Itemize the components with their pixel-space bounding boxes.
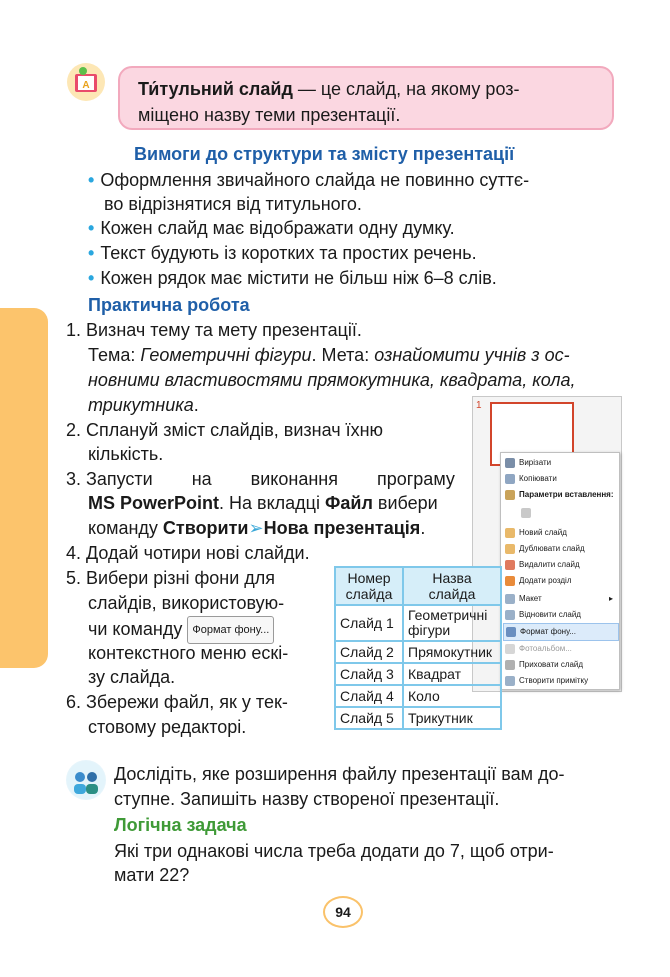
step-1-theme: Тема: Геометричні фігури. Мета: ознайомити учнів з ос- <box>88 345 570 365</box>
table-row: Слайд 4 Коло <box>335 685 501 707</box>
step-5-cont: слайдів, використовую- <box>88 593 285 613</box>
step-3: 3. Запусти на виконання програму <box>66 469 455 489</box>
table-header: Номер слайда <box>335 567 403 605</box>
definition-box <box>118 66 614 130</box>
step-1-goal-end: трикутника. <box>88 395 199 415</box>
practice-heading: Практична робота <box>88 295 250 315</box>
menu-item-reset-slide[interactable]: Відновити слайд <box>503 607 617 623</box>
menu-paste-options-label: Параметри вставлення: <box>503 487 617 503</box>
step-5-cont-2: контекстного меню ескі- <box>88 643 289 663</box>
requirement-item: • Кожен слайд має відображати одну думку. <box>88 218 455 238</box>
research-text-2: ступне. Запишіть назву створеної презентації. <box>114 789 500 809</box>
slide-number: 1 <box>476 400 482 411</box>
logic-text: Які три однакові числа треба додати до 7, щоб отри- <box>114 841 554 861</box>
step-6-cont: стовому редакторі. <box>88 717 247 737</box>
research-text: Дослідіть, яке розширення файлу презентації вам до- <box>114 764 565 784</box>
book-icon <box>66 62 106 102</box>
definition-term: Ти́тульний слайд <box>138 79 293 99</box>
table-header: Назва слайда <box>403 567 501 605</box>
menu-item-new-comment[interactable]: Створити примітку <box>503 673 617 689</box>
logic-heading: Логічна задача <box>114 815 247 835</box>
side-tab <box>0 308 48 668</box>
step-3-cmd: команду Створити➢Нова презентація. <box>88 518 426 538</box>
step-5: 5. Вибери різні фони для <box>66 568 276 588</box>
format-background-button[interactable]: Формат фону... <box>187 616 274 644</box>
menu-item-hide-slide[interactable]: Приховати слайд <box>503 657 617 673</box>
step-5-cmd: чи команду Формат фону... <box>88 616 274 644</box>
menu-item-format-background[interactable]: Формат фону... <box>503 623 619 641</box>
step-4: 4. Додай чотири нові слайди. <box>66 543 310 563</box>
menu-item-copy[interactable]: Копіювати <box>503 471 617 487</box>
menu-item-layout[interactable]: Макет ▸ <box>503 591 617 607</box>
requirement-item: • Текст будують із коротких та простих речень. <box>88 243 477 263</box>
step-1: 1. Визнач тему та мету презентації. <box>66 320 362 340</box>
students-icon <box>66 760 106 800</box>
slides-table <box>334 566 502 730</box>
menu-paste-icon[interactable] <box>503 505 617 521</box>
requirements-heading: Вимоги до структури та змісту презентації <box>134 144 515 164</box>
requirement-item: • Оформлення звичайного слайда не повинно суттє- <box>88 170 530 190</box>
definition-text-2: міщено назву теми презентації. <box>138 105 401 125</box>
step-3-cont: MS PowerPoint. На вкладці Файл вибери <box>88 493 438 513</box>
menu-item-photo-album[interactable]: Фотоальбом... <box>503 641 617 657</box>
table-row: Слайд 3 Квадрат <box>335 663 501 685</box>
step-1-goal: новними властивостями прямокутника, квадрата, кола, <box>88 370 576 390</box>
context-menu <box>500 452 620 690</box>
definition-text: — це слайд, на якому роз- <box>292 79 520 99</box>
page-number: 94 <box>323 896 363 928</box>
requirement-item-cont: во відрізнятися від титульного. <box>104 194 362 214</box>
requirement-item: • Кожен рядок має містити не більш ніж 6–8 слів. <box>88 268 497 288</box>
step-5-cont-3: зу слайда. <box>88 667 176 687</box>
table-row: Слайд 2 Прямокутник <box>335 641 501 663</box>
step-2-cont: кількість. <box>88 444 164 464</box>
menu-item-cut[interactable]: Вирізати <box>503 455 617 471</box>
step-6: 6. Збережи файл, як у тек- <box>66 692 288 712</box>
table-row: Слайд 5 Трикутник <box>335 707 501 729</box>
menu-item-delete-slide[interactable]: Видалити слайд <box>503 557 617 573</box>
step-2: 2. Сплануй зміст слайдів, визнач їхню <box>66 420 384 440</box>
menu-item-new-slide[interactable]: Новий слайд <box>503 525 617 541</box>
menu-item-duplicate-slide[interactable]: Дублювати слайд <box>503 541 617 557</box>
table-row: Слайд 1 Геометричні фігури <box>335 605 501 641</box>
logic-text-2: мати 22? <box>114 865 190 885</box>
menu-item-add-section[interactable]: Додати розділ <box>503 573 617 589</box>
svg-text:A: A <box>82 80 90 91</box>
